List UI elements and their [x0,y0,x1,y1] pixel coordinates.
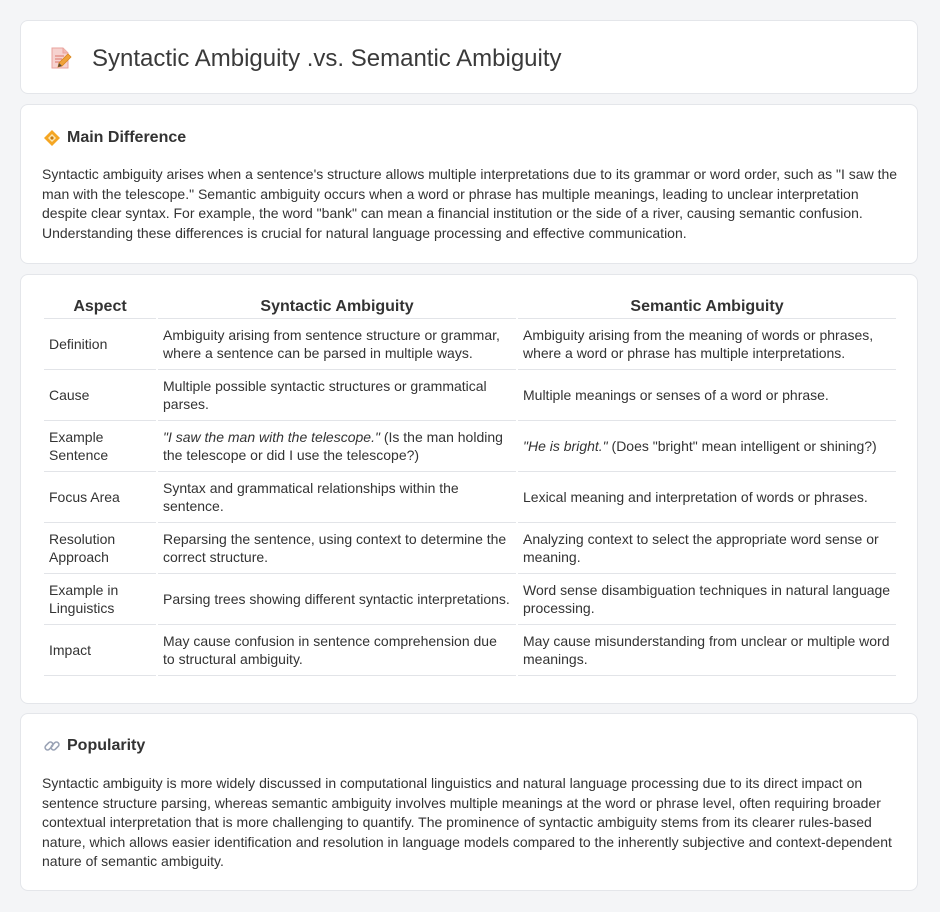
main-difference-header [43,128,186,148]
header-syntactic: Syntactic Ambiguity [158,295,516,319]
comparison-table [42,295,898,676]
aspect-cell: Impact [44,625,156,676]
table-row [44,523,896,574]
aspect-cell: Definition [44,319,156,370]
popularity-header [43,736,145,756]
popularity-section [20,713,918,891]
diamond-icon [43,129,61,147]
semantic-cell: Lexical meaning and interpretation of words or phrases. [518,472,896,523]
aspect-cell: Cause [44,370,156,421]
edit-document-icon [47,45,73,71]
semantic-cell [518,421,896,472]
semantic-example-note: (Does "bright" mean intelligent or shining?) [607,438,877,454]
main-difference-heading: Main Difference [67,129,187,146]
semantic-cell: May cause misunderstanding from unclear or multiple word meanings. [518,625,896,676]
syntactic-cell: Parsing trees showing different syntactic interpretations. [158,574,516,625]
table-row [44,370,896,421]
semantic-cell: Ambiguity arising from the meaning of words or phrases, where a word or phrase has multiple interpretations. [518,319,896,370]
syntactic-cell: Ambiguity arising from sentence structure or grammar, where a sentence can be parsed in multiple ways. [158,319,516,370]
syntactic-cell: Syntax and grammatical relationships within the sentence. [158,472,516,523]
table-row [44,319,896,370]
syntactic-cell: Reparsing the sentence, using context to determine the correct structure. [158,523,516,574]
aspect-cell: Focus Area [44,472,156,523]
syntactic-cell [158,421,516,472]
link-icon [43,737,61,755]
header-aspect: Aspect [44,295,156,319]
table-row [44,472,896,523]
main-difference-section [20,104,918,264]
comparison-section [20,274,918,704]
aspect-cell: Resolution Approach [44,523,156,574]
syntactic-example-note: (Is the man holding the telescope or did I use the telescope?) [163,429,503,463]
aspect-cell: Example in Linguistics [44,574,156,625]
syntactic-cell: Multiple possible syntactic structures or grammatical parses. [158,370,516,421]
table-header-row [44,295,896,319]
semantic-example-quote: "He is bright." [523,438,608,454]
syntactic-example-quote: "I saw the man with the telescope." [163,429,380,445]
table-row [44,625,896,676]
header-card [20,20,918,94]
syntactic-cell: May cause confusion in sentence comprehension due to structural ambiguity. [158,625,516,676]
semantic-cell: Word sense disambiguation techniques in natural language processing. [518,574,896,625]
header-semantic: Semantic Ambiguity [518,295,896,319]
table-row [44,421,896,472]
popularity-heading: Popularity [67,737,146,754]
aspect-cell: Example Sentence [44,421,156,472]
popularity-text: Syntactic ambiguity is more widely discussed in computational linguistics and natural language processing due to its direct impact on sentence structure parsing, whereas semantic ambiguity involves multiple meanings at the word or phrase level, often requiring broader contextual interpretation that is more challenging to quantify. The prominence of syntactic ambiguity stems from its clearer rules-based nature, which allows easier identification and resolution in language models compared to the inherently subjective and context-dependent nature of semantic ambiguity. [42,775,892,869]
main-difference-text: Syntactic ambiguity arises when a sentence's structure allows multiple interpretations due to its grammar or word order, such as "I saw the man with the telescope." Semantic ambiguity occurs when a word or phrase has multiple meanings, leading to unclear interpretation despite clear syntax. For example, the word "bank" can mean a financial institution or the side of a river, causing semantic confusion. Understanding these differences is crucial for natural language processing and effective communication. [42,166,898,241]
semantic-cell: Analyzing context to select the appropriate word sense or meaning. [518,523,896,574]
table-row [44,574,896,625]
semantic-cell: Multiple meanings or senses of a word or phrase. [518,370,896,421]
page-title: Syntactic Ambiguity .vs. Semantic Ambiguity [92,45,562,72]
